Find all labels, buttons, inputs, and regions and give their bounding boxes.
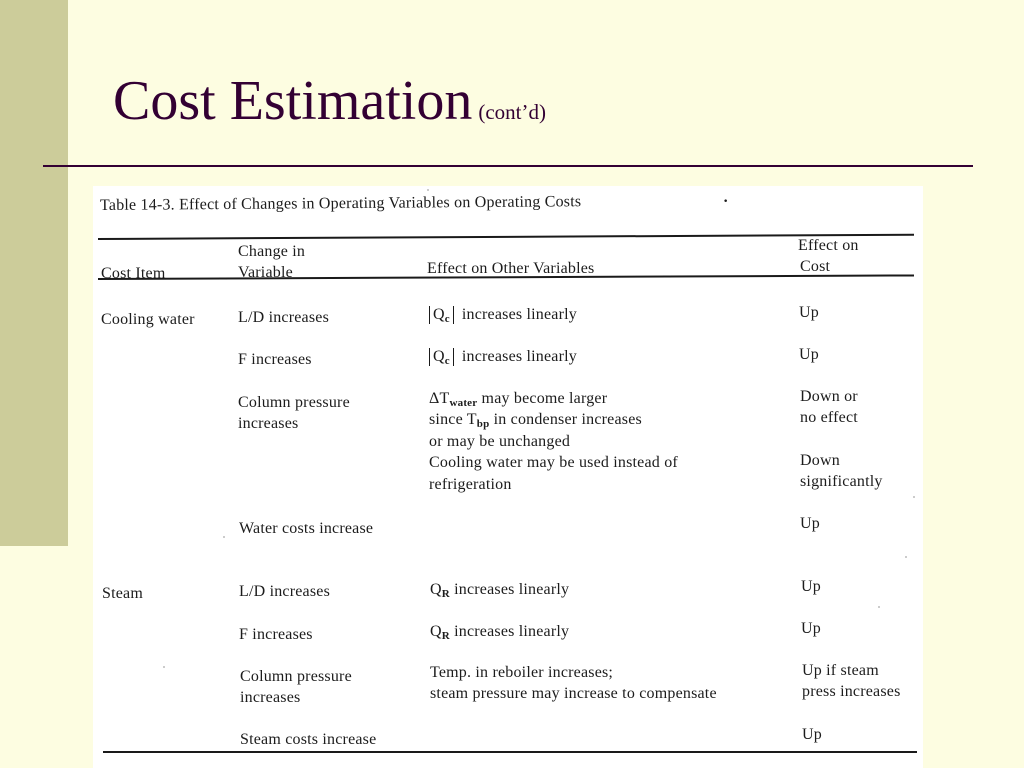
cooling-row2-cost: Up xyxy=(799,346,819,363)
steam-row4-cost: Up xyxy=(802,726,822,743)
header-effect-other: Effect on Other Variables xyxy=(427,260,595,277)
section-steam: Steam xyxy=(102,585,143,602)
section-cooling-water: Cooling water xyxy=(101,311,195,328)
cooling-row3-change-line1: Column pressure xyxy=(238,394,350,411)
steam-row2-change: F increases xyxy=(239,626,313,643)
slide-title xyxy=(113,66,546,136)
header-top-rule xyxy=(98,234,914,240)
steam-row3-cost-line1: Up if steam xyxy=(802,662,879,679)
steam-row2-effect: $Q_R$ increases linearly xyxy=(430,623,570,642)
scan-speck xyxy=(163,666,165,668)
cooling-row3-cost-a-line2: no effect xyxy=(800,409,858,426)
table-bottom-rule xyxy=(103,751,917,753)
cooling-row4-change: Water costs increase xyxy=(239,520,374,537)
title-divider xyxy=(43,165,973,167)
cooling-row3-effect-line1: $\Delta T_{water}$ may become larger xyxy=(429,390,608,409)
steam-row3-effect-line2: steam pressure may increase to compensate xyxy=(430,685,717,702)
steam-row1-effect: $Q_R$ increases linearly xyxy=(430,581,570,600)
header-effect-cost-line2: Cost xyxy=(800,258,831,275)
cooling-row1-change: L/D increases xyxy=(238,309,330,326)
steam-row3-cost-line2: press increases xyxy=(802,683,901,700)
cooling-row1-effect: $Q_c$ increases linearly xyxy=(429,304,577,325)
cooling-row3-effect-line5: refrigeration xyxy=(429,476,512,493)
cooling-row3-cost-b-line2: significantly xyxy=(800,473,883,490)
heat-duty-qc-symbol: $Q_c$ xyxy=(429,348,454,366)
scan-speck xyxy=(905,556,907,558)
caption-speck: · xyxy=(723,193,729,210)
scan-speck xyxy=(913,496,915,498)
cooling-row3-cost-b-line1: Down xyxy=(800,452,840,469)
scanned-table-image xyxy=(93,186,923,768)
steam-row2-cost: Up xyxy=(801,620,821,637)
steam-row3-effect-line1: Temp. in reboiler increases; xyxy=(430,664,614,681)
cooling-row3-effect-line4: Cooling water may be used instead of xyxy=(429,454,678,471)
cooling-row1-cost: Up xyxy=(799,304,819,321)
scan-speck xyxy=(427,189,429,191)
steam-row3-change-line2: increases xyxy=(240,689,301,706)
scan-speck xyxy=(878,606,880,608)
table-caption: Table 14-3. Effect of Changes in Operating Variables on Operating Costs xyxy=(99,193,582,214)
cooling-row2-effect: $Q_c$ increases linearly xyxy=(429,346,577,367)
header-effect-cost-line1: Effect on xyxy=(798,237,859,254)
slide-title-suffix: (cont’d) xyxy=(478,100,546,124)
cooling-row3-effect-line3: or may be unchanged xyxy=(429,433,571,450)
cooling-row3-effect-line2: since $T_{bp}$ in condenser increases xyxy=(429,411,642,430)
steam-row1-change: L/D increases xyxy=(239,583,331,600)
cooling-row2-change: F increases xyxy=(238,351,312,368)
slide-title-main: Cost Estimation xyxy=(113,70,473,132)
heat-duty-qc-symbol: $Q_c$ xyxy=(429,306,454,324)
header-change-line1: Change in xyxy=(238,243,306,260)
header-change-line2: Variable xyxy=(238,264,293,281)
steam-row3-change-line1: Column pressure xyxy=(240,668,352,685)
cooling-row3-cost-a-line1: Down or xyxy=(800,388,858,405)
header-cost-item: Cost Item xyxy=(101,265,166,282)
cooling-row3-change-line2: increases xyxy=(238,415,299,432)
left-accent-band xyxy=(0,0,68,546)
steam-row1-cost: Up xyxy=(801,578,821,595)
cooling-row4-cost: Up xyxy=(800,515,820,532)
steam-row4-change: Steam costs increase xyxy=(240,731,377,748)
scan-speck xyxy=(223,536,225,538)
